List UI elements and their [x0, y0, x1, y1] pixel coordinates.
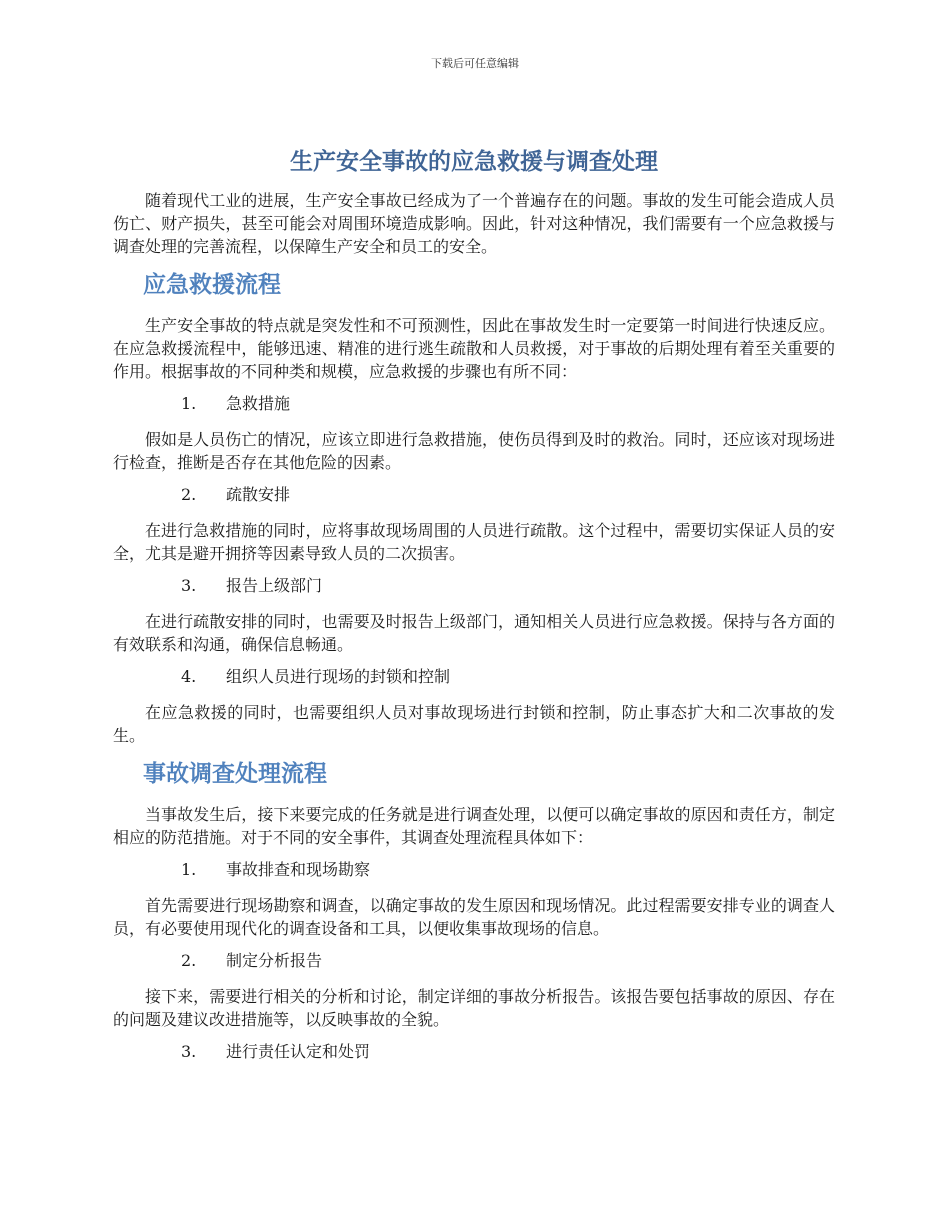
section-heading-accident-investigation: 事故调查处理流程: [143, 761, 327, 787]
section-intro-paragraph: 生产安全事故的特点就是突发性和不可预测性，因此在事故发生时一定要第一时间进行快速反应。在应急救援流程中，能够迅速、精准的进行逃生疏散和人员救援，对于事故的后期处理有着至关重要的作用。根据事故的不同种类和规模，应急救援的步骤也有所不同：: [113, 316, 835, 381]
numbered-item: [113, 574, 835, 597]
item-number: 1.: [181, 860, 197, 879]
item-label: 事故排查和现场勘察: [226, 860, 371, 879]
numbered-item: [113, 1040, 835, 1063]
item-paragraph: 在进行急救措施的同时，应将事故现场周围的人员进行疏散。这个过程中，需要切实保证人员的安全，尤其是避开拥挤等因素导致人员的二次损害。: [113, 521, 835, 563]
item-paragraph: 在进行疏散安排的同时，也需要及时报告上级部门，通知相关人员进行应急救援。保持与各方面的有效联系和沟通，确保信息畅通。: [113, 612, 835, 654]
section-heading-emergency-rescue: 应急救援流程: [143, 272, 281, 298]
item-paragraph: 假如是人员伤亡的情况，应该立即进行急救措施，使伤员得到及时的救治。同时，还应该对现场进行检查，推断是否存在其他危险的因素。: [113, 430, 835, 472]
item-paragraph: 在应急救援的同时，也需要组织人员对事故现场进行封锁和控制，防止事态扩大和二次事故的发生。: [113, 703, 835, 745]
item-label: 制定分析报告: [226, 951, 323, 970]
item-label: 报告上级部门: [226, 576, 323, 595]
header-note: 下载后可任意编辑: [431, 57, 519, 70]
document-body: [113, 145, 835, 1076]
numbered-item: [113, 483, 835, 506]
item-number: 2.: [181, 951, 197, 970]
item-paragraph: 首先需要进行现场勘察和调查，以确定事故的发生原因和现场情况。此过程需要安排专业的调查人员，有必要使用现代化的调查设备和工具，以便收集事故现场的信息。: [113, 896, 835, 938]
item-number: 4.: [181, 667, 197, 686]
numbered-item: [113, 858, 835, 881]
numbered-item: [113, 665, 835, 688]
item-label: 进行责任认定和处罚: [226, 1042, 371, 1061]
item-label: 疏散安排: [226, 485, 291, 504]
document-title: 生产安全事故的应急救援与调查处理: [290, 149, 658, 175]
item-number: 2.: [181, 485, 197, 504]
item-paragraph: 接下来，需要进行相关的分析和讨论，制定详细的事故分析报告。该报告要包括事故的原因、存在的问题及建议改进措施等，以反映事故的全貌。: [113, 987, 835, 1029]
item-number: 3.: [181, 1042, 197, 1061]
numbered-item: [113, 949, 835, 972]
section-intro-paragraph: 当事故发生后，接下来要完成的任务就是进行调查处理，以便可以确定事故的原因和责任方，制定相应的防范措施。对于不同的安全事件，其调查处理流程具体如下：: [113, 805, 835, 847]
item-label: 急救措施: [226, 394, 291, 413]
item-number: 1.: [181, 394, 197, 413]
item-label: 组织人员进行现场的封锁和控制: [226, 667, 451, 686]
numbered-item: [113, 392, 835, 415]
intro-paragraph: 随着现代工业的进展，生产安全事故已经成为了一个普遍存在的问题。事故的发生可能会造成人员伤亡、财产损失，甚至可能会对周围环境造成影响。因此，针对这种情况，我们需要有一个应急救援与调查处理的完善流程，以保障生产安全和员工的安全。: [113, 191, 835, 256]
item-number: 3.: [181, 576, 197, 595]
